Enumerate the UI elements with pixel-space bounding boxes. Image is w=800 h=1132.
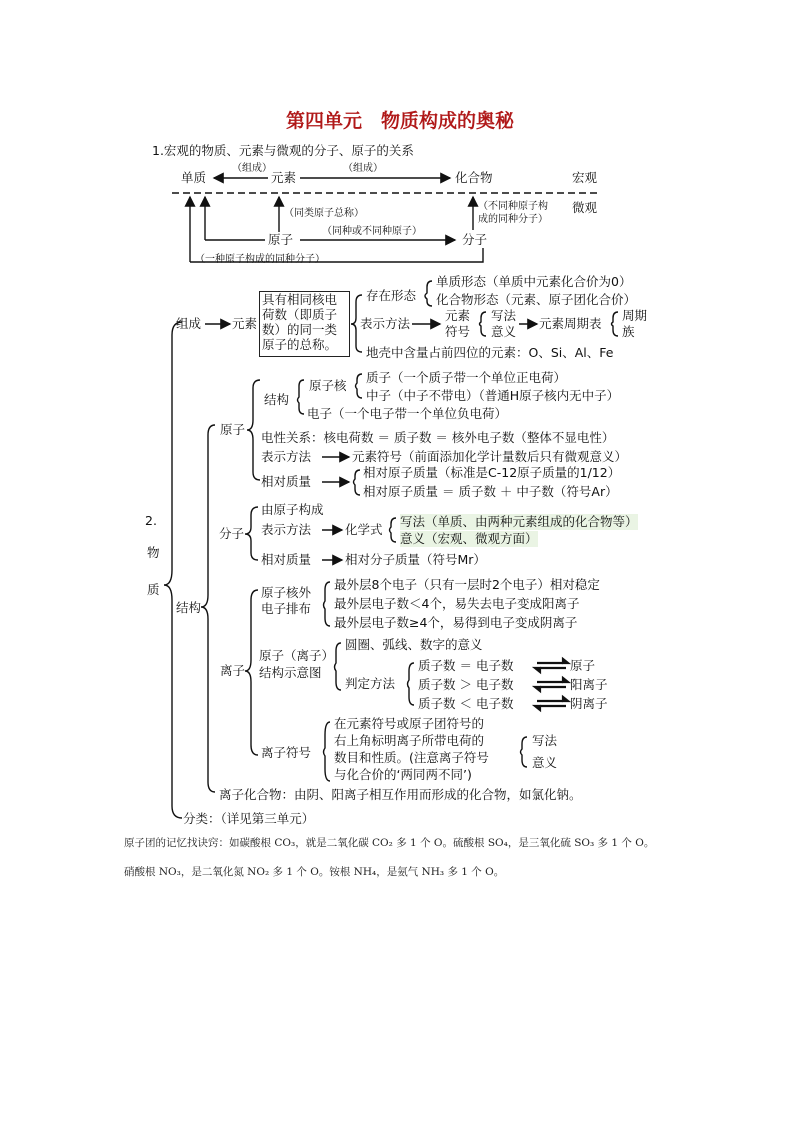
shiyi-1: 原子（离子） [259, 648, 335, 663]
jiegou-label: 结构 [176, 600, 202, 615]
fenlei-text: 分类：（详见第三单元） [183, 811, 315, 826]
yuansu-xiefa: 写法 [491, 308, 517, 323]
page-title: 第四单元 物质构成的奥秘 [285, 110, 514, 132]
section2-wu: 物 [147, 545, 160, 560]
yuansu-biaoshi: 表示方法 [360, 316, 411, 331]
zhouqibiao-label: 元素周期表 [539, 316, 602, 331]
ratio-1: 质子数 ＝ 电子数 [418, 658, 514, 673]
lizihuahewu-text: 离子化合物：由阴、阳离子相互作用而形成的化合物，如氯化钠。 [219, 787, 582, 802]
brace-fuhao [324, 722, 331, 781]
zucheng-left-label: （组成） [232, 163, 272, 174]
brace-yuansu [351, 295, 362, 352]
zucheng-right-label: （组成） [343, 163, 383, 174]
fuhao-line-4: 与化合价的‘两同两不同’) [334, 767, 472, 782]
pailie-1: 原子核外 [261, 585, 312, 600]
yuanzi-xiangdui: 相对质量 [261, 474, 312, 489]
zucheng-yuansu: 元素 [232, 316, 258, 331]
fuhao-line-2: 右上角标明离子所带电荷的 [334, 733, 485, 748]
yuansu-label: 元素 [271, 170, 297, 185]
fenzi-xiangdui: 相对质量 [261, 552, 312, 567]
butong-label-2: 成的同种分子） [478, 214, 548, 225]
section1-heading: 1.宏观的物质、元素与微观的分子、原子的关系 [152, 143, 414, 158]
section2-zhi: 质 [147, 582, 160, 597]
fenzi-goucheng: 由原子构成 [261, 502, 324, 517]
yuansu-fuhao-2: 符号 [445, 324, 471, 339]
dike-label: 地壳中含量占前四位的元素：O、Si、Al、Fe [366, 345, 614, 360]
yuanzi-branch-label: 原子 [220, 422, 246, 437]
result-yuanzi: 原子 [570, 658, 596, 673]
cunzai-label: 存在形态 [366, 288, 417, 303]
brace-pailie [324, 582, 331, 626]
yuansu-def-line-1: 具有相同核电 [262, 292, 338, 307]
main-brace [164, 322, 182, 818]
pailie-2: 电子排布 [261, 601, 312, 616]
fenzi-label: 分子 [462, 232, 488, 247]
brace-jiegou [201, 425, 215, 792]
pailie-p3: 最外层电子数≥4个，易得到电子变成阴离子 [334, 615, 578, 630]
brace-huaxueshi [390, 518, 397, 542]
brace-yuanzi-jiegou [298, 380, 305, 414]
quanquan-text: 圆圈、弧线、数字的意义 [345, 637, 483, 652]
zu-label: 族 [622, 324, 635, 339]
zhouqi-label: 周期 [622, 308, 648, 323]
fenzi-xdfz: 相对分子质量（符号Mr） [345, 552, 486, 567]
fenzi-branch-label: 分子 [219, 526, 245, 541]
fuhao-line-1: 在元素符号或原子团符号的 [334, 716, 485, 731]
fuhao-yiyi: 意义 [532, 755, 558, 770]
pailie-p2: 最外层电子数＜4个，易失去电子变成阳离子 [334, 596, 580, 611]
brace-lizi [245, 590, 258, 755]
equilibrium-arrow-2 [535, 678, 568, 691]
fenzi-xiefa: 写法（单质、由两种元素组成的化合物等） [400, 514, 638, 529]
brace-yuanzi [247, 380, 260, 480]
note-line-1: 原子团的记忆找诀窍：如碳酸根 CO₃，就是二氧化碳 CO₂ 多 1 个 O。硫酸根 SO₄，是三氧化硫 SO₃ 多 1 个 O。 [124, 837, 655, 849]
tongzhong-label: （同种或不同种原子） [322, 226, 422, 237]
brace-yuansu-fuhao [480, 312, 487, 336]
brace-panding [408, 663, 415, 705]
yuansufuhao-text: 元素符号（前面添加化学计量数后只有微观意义） [352, 449, 628, 464]
dianxing-text: 电性关系：核电荷数 ＝ 质子数 ＝ 核外电子数（整体不显电性） [261, 430, 615, 445]
pailie-p1: 最外层8个电子（只有一层时2个电子）相对稳定 [334, 577, 600, 592]
yuanzihe-label: 原子核 [309, 378, 347, 393]
brace-xiefa-yiyi [521, 737, 528, 767]
yuanzi-jiegou-label: 结构 [264, 392, 290, 407]
equilibrium-arrow-3 [535, 697, 568, 710]
huaxueshi-label: 化学式 [345, 522, 383, 537]
ratio-2: 质子数 ＞ 电子数 [418, 677, 514, 692]
fenzi-yiyi: 意义（宏观、微观方面） [400, 531, 538, 546]
yuansu-def-line-4: 原子的总称。 [262, 337, 338, 352]
result-yanglizi: 阳离子 [570, 677, 608, 692]
xiangdui-1: 相对原子质量（标准是C-12原子质量的1/12） [363, 465, 621, 480]
lizi-branch-label: 离子 [220, 663, 246, 678]
yuansu-def-line-3: 数）的同一类 [262, 322, 338, 337]
note-line-2: 硝酸根 NO₃，是二氧化氮 NO₂ 多 1 个 O。铵根 NH₄，是氨气 NH₃ 多 1 个 O。 [124, 866, 505, 878]
line-bottom-return [190, 248, 483, 262]
fenzi-biaoshi: 表示方法 [261, 522, 312, 537]
danzhi-form: 单质形态（单质中元素化合价为0） [436, 274, 632, 289]
lizi-fuhao-label: 离子符号 [261, 745, 312, 760]
brace-cunzai [425, 281, 432, 306]
yuansu-yiyi: 意义 [491, 324, 517, 339]
zhizi-text: 质子（一个质子带一个单位正电荷） [366, 370, 567, 385]
zhongzi-text: 中子（中子不带电）（普通H原子核内无中子） [366, 388, 620, 403]
butong-label-1: （不同种原子构 [478, 201, 548, 212]
weiguan-label: 微观 [572, 200, 598, 215]
fuhao-xiefa: 写法 [532, 733, 558, 748]
panding-label: 判定方法 [345, 676, 396, 691]
hongguan-label: 宏观 [572, 170, 598, 185]
tongleiyuanzi-label: （同类原子总称） [284, 208, 364, 219]
yuanzi-label: 原子 [268, 232, 294, 247]
brace-xiangdui [354, 470, 361, 495]
huahewu-label: 化合物 [455, 170, 493, 185]
dianzi-text: 电子（一个电子带一个单位负电荷） [307, 406, 508, 421]
shiyi-2: 结构示意图 [259, 665, 322, 680]
yuansu-fuhao-1: 元素 [445, 308, 471, 323]
section2-number: 2. [145, 513, 157, 528]
ratio-3: 质子数 ＜ 电子数 [418, 696, 514, 711]
danzhi-label: 单质 [181, 170, 207, 185]
yuanzi-biaoshi: 表示方法 [261, 449, 312, 464]
brace-fenzi [245, 507, 258, 560]
xiangdui-2: 相对原子质量 ＝ 质子数 ＋ 中子数（符号Ar） [363, 484, 618, 499]
brace-shiyi [335, 643, 342, 690]
fuhao-line-3: 数目和性质。(注意离子符号 [334, 750, 489, 765]
huahewu-form: 化合物形态（元素、原子团化合价） [436, 292, 637, 307]
brace-yuanzihe [356, 374, 363, 398]
brace-zhouqibiao [612, 312, 619, 336]
yuansu-def-line-2: 荷数（即质子 [262, 307, 338, 322]
equilibrium-arrow-1 [535, 659, 568, 672]
result-yinlizi: 阴离子 [570, 696, 608, 711]
zucheng-label: 组成 [176, 316, 202, 331]
yizhong-label: （一种原子构成的同种分子） [195, 254, 325, 265]
